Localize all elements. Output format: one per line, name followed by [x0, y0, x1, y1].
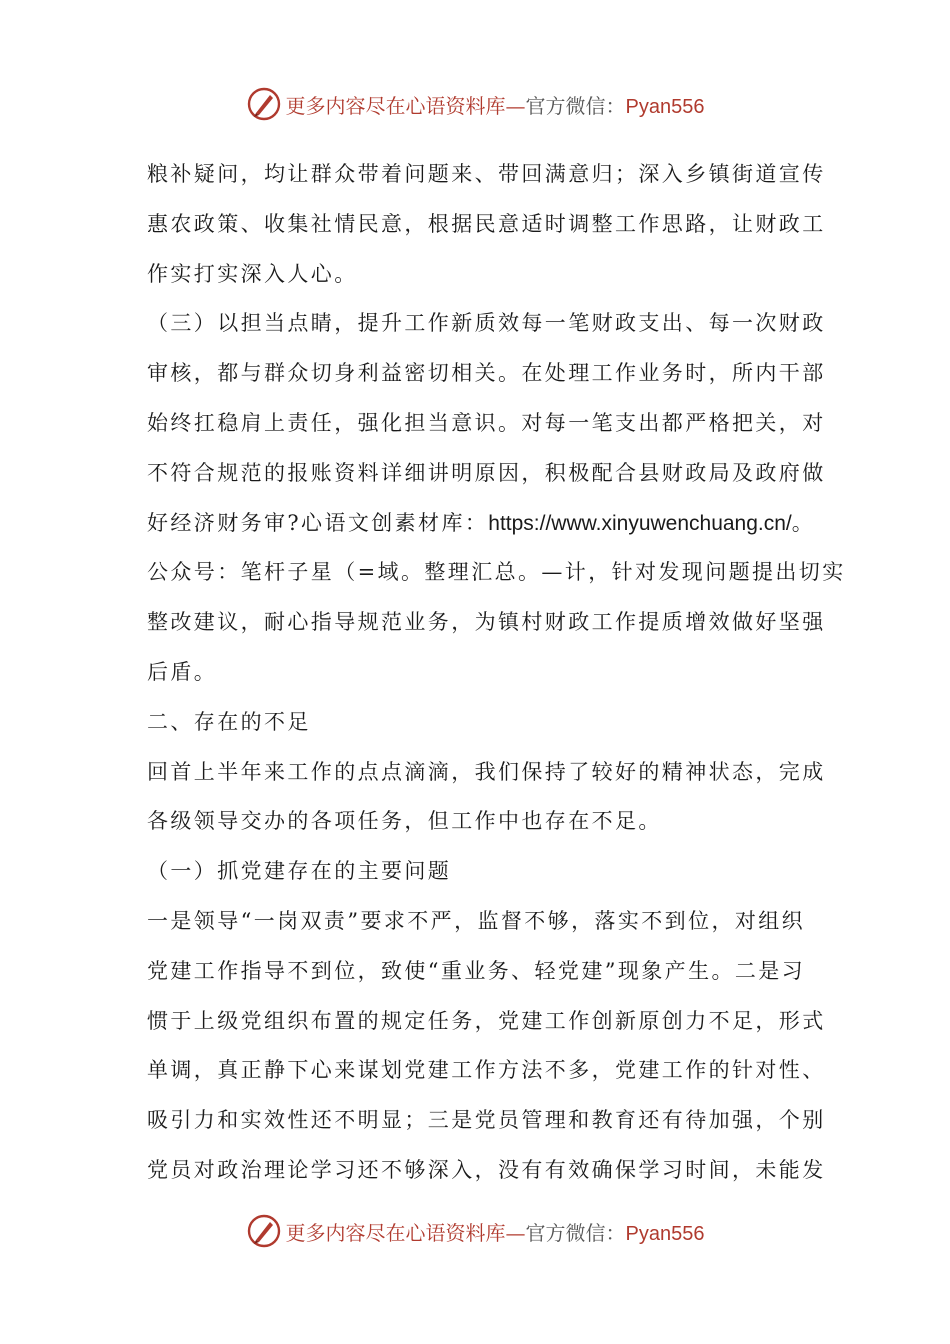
text-line: 后盾。	[147, 659, 218, 684]
text-line: 各级领导交办的各项任务，但工作中也存在不足。	[147, 809, 662, 834]
text-line: 审核，都与群众切身利益密切相关。在处理工作业务时，所内干部	[147, 361, 826, 386]
text-segment: 。	[791, 510, 816, 535]
text-line-with-url	[147, 499, 816, 549]
banner-text: 更多内容尽在心语资料库—官方微信：Pyan556	[285, 93, 705, 118]
text-line: 党员对政治理论学习还不够深入，没有有效确保学习时间，未能发	[147, 1157, 826, 1182]
text-line: 一是领导“一岗双责”要求不严，监督不够，落实不到位，对组织	[147, 908, 806, 933]
url-link[interactable]: https://www.xinyuwenchuang.cn/	[488, 511, 792, 535]
text-line: 回首上半年来工作的点点滴滴，我们保持了较好的精神状态，完成	[147, 759, 826, 784]
text-line: 粮补疑问，均让群众带着问题来、带回满意归；深入乡镇街道宣传	[147, 162, 826, 186]
text-line: 惠农政策、收集社情民意，根据民意适时调整工作思路，让财政工	[147, 211, 826, 236]
text-line: 不符合规范的报账资料详细讲明原因，积极配合县财政局及政府做	[147, 460, 826, 485]
document-body	[147, 150, 846, 1196]
text-line: 单调，真正静下心来谋划党建工作方法不多，党建工作的针对性、	[147, 1058, 826, 1083]
header-banner	[0, 82, 950, 126]
pen-circle-logo-icon	[246, 86, 282, 122]
footer-banner	[0, 1209, 950, 1253]
text-line: 作实打实深入人心。	[147, 261, 358, 286]
text-line: 始终扛稳肩上责任，强化担当意识。对每一笔支出都严格把关，对	[147, 410, 826, 435]
section-heading: （三）以担当点睛，提升工作新质效每一笔财政支出、每一次财政	[147, 311, 826, 336]
section-heading: 二、存在的不足	[147, 709, 311, 734]
text-line: 公众号：笔杆子星（=域。整理汇总。—计，针对发现问题提出切实	[147, 560, 846, 585]
banner-text: 更多内容尽在心语资料库—官方微信：Pyan556	[285, 1220, 705, 1245]
section-heading: （一）抓党建存在的主要问题	[147, 859, 452, 884]
text-segment: 好经济财务审?心语文创素材库：	[147, 510, 489, 535]
text-line: 惯于上级党组织布置的规定任务，党建工作创新原创力不足，形式	[147, 1008, 826, 1033]
text-line: 吸引力和实效性还不明显；三是党员管理和教育还有待加强，个别	[147, 1108, 826, 1133]
pen-circle-logo-icon	[246, 1213, 282, 1249]
text-line: 党建工作指导不到位，致使“重业务、轻党建”现象产生。二是习	[147, 958, 806, 983]
text-line: 整改建议，耐心指导规范业务，为镇村财政工作提质增效做好坚强	[147, 610, 826, 635]
